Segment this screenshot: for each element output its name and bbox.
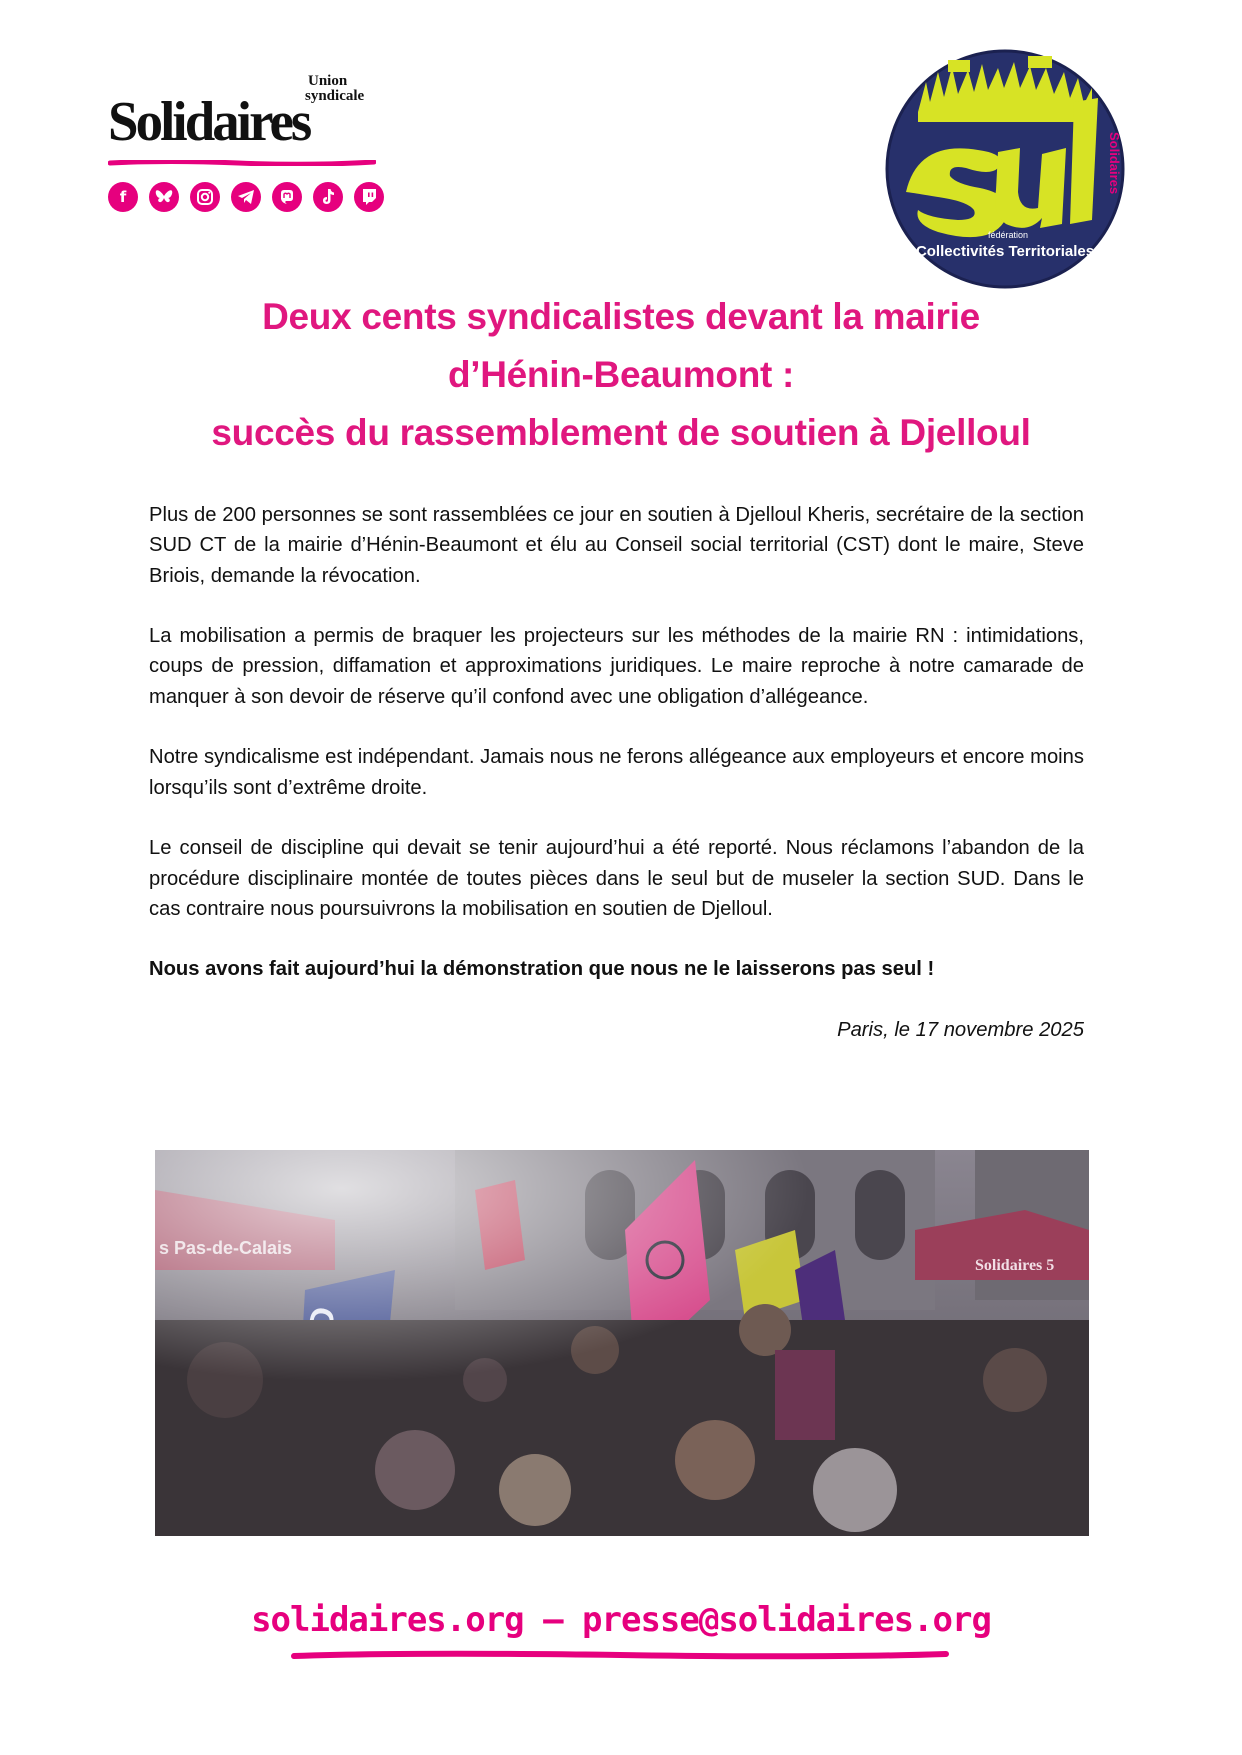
footer	[0, 1600, 1242, 1640]
paragraph-4: Le conseil de discipline qui devait se tenir aujourd’hui a été reporté. Nous réclamons l’abandon de la procédure disciplinaire montée de toutes pièces dans le seul but de museler la section SUD. Dans le cas contraire nous poursuivrons la mobilisation en soutien de Djelloul.	[149, 837, 1084, 920]
telegram-icon[interactable]	[231, 182, 261, 212]
logo-union-syndicale	[305, 73, 365, 104]
social-icons-row	[108, 182, 384, 212]
sud-federation-name: Collectivités Territoriales	[915, 243, 1095, 260]
paragraph-1: Plus de 200 personnes se sont rassemblées ce jour en soutien à Djelloul Kheris, secrétaire de la section SUD CT de la mairie d’Hénin-Beaumont et élu au Conseil social territorial (CST) dont le maire, Steve Briois, demande la révocation.	[149, 504, 1084, 587]
tiktok-icon[interactable]	[313, 182, 343, 212]
solidaires-logo	[108, 74, 388, 224]
paragraph-2: La mobilisation a permis de braquer les projecteurs sur les méthodes de la mairie RN : intimidations, coups de pression, diffamation et approximations juridiques. Le maire reproche à notre camarade de manquer à son devoir de réserve qu’il confond avec une obligation d’allégeance.	[149, 625, 1084, 708]
bluesky-icon[interactable]	[149, 182, 179, 212]
instagram-icon[interactable]	[190, 182, 220, 212]
sud-federation-small: fédération	[988, 230, 1029, 240]
press-release-body	[149, 500, 1084, 1075]
logo-solidaires-word: Solidaires	[108, 91, 310, 153]
sud-federation-logo	[878, 42, 1132, 292]
twitch-icon[interactable]	[354, 182, 384, 212]
date-line: Paris, le 17 novembre 2025	[837, 1018, 1084, 1041]
title-line-3: succès du rassemblement de soutien à Djelloul	[211, 412, 1031, 453]
logo-syndicale-text: syndicale	[305, 88, 365, 104]
logo-brush-underline	[108, 160, 376, 166]
paragraph-3: Notre syndicalisme est indépendant. Jamais nous ne ferons allégeance aux employeurs et encore moins lorsqu’ils sont d’extrême droite.	[149, 746, 1084, 799]
sud-side-text: Solidaires	[1107, 132, 1122, 195]
footer-brush-underline	[290, 1650, 950, 1660]
conclusion: Nous avons fait aujourd’hui la démonstration que nous ne le laisserons pas seul !	[149, 958, 935, 981]
mastodon-icon[interactable]	[272, 182, 302, 212]
page-title	[130, 288, 1112, 462]
facebook-icon[interactable]: f	[108, 182, 138, 212]
footer-contact[interactable]: solidaires.org — presse@solidaires.org	[251, 1600, 991, 1640]
rally-photo	[155, 1150, 1089, 1536]
title-line-1: Deux cents syndicalistes devant la mairie	[262, 296, 980, 337]
logo-union-text: Union	[308, 73, 348, 89]
title-line-2: d’Hénin-Beaumont :	[447, 354, 795, 395]
